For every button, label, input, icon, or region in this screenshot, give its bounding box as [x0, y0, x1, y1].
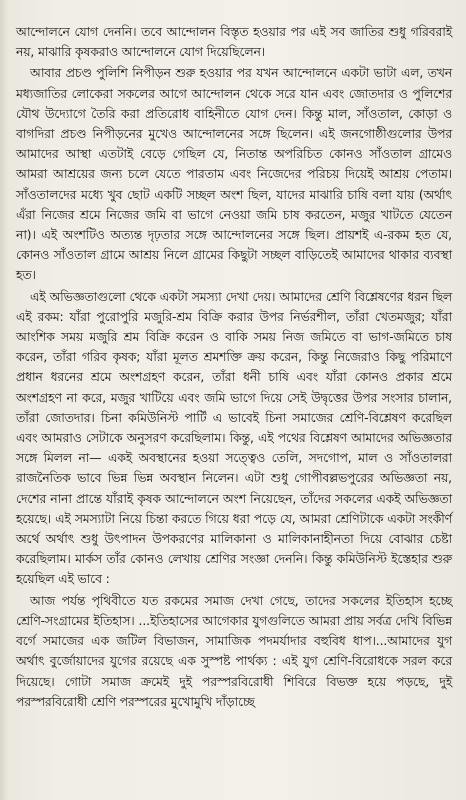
paragraph-manifesto-quote: আজ পর্যন্ত পৃথিবীতে যত রকমের সমাজ দেখা গেছে, তাদের সকলের ইতিহাস হচ্ছে শ্রেণি-সংগ্রামের ইতিহাস। ...ইতিহাসের আগেকার যুগগুলিতে আমরা প্রায় সর্বত্র দেখি বিভিন্ন বর্গে সমাজের এক জটিল বিভাজন, সামাজিক পদমর্যাদার বহুবিধ ধাপ।...আমাদের যুগ অর্থাৎ বুর্জোয়াদের যুগের রয়েছে এক সুস্পষ্ট পার্থক্য : এই যুগ শ্রেণি-বিরোধকে সরল করে দিয়েছে। গোটা সমাজ ক্রমেই দুই পরস্পরবিরোধী শিবিরে বিভক্ত হয়ে পড়ছে, দুই পরস্পরবিরোধী শ্রেণি পরস্পরের মুখোমুখি দাঁড়াচ্ছে	[16, 593, 452, 709]
paragraph-police-repression: আবার প্রচণ্ড পুলিশি নিপীড়ন শুরু হওয়ার পর যখন আন্দোলনে একটা ভাটা এল, তখন মধ্যজাতির লোকেরা সকলের আগে আন্দোলন থেকে সরে যান এবং জোতদার ও পুলিশের যৌথ উদ্যোগে তৈরি করা প্রতিরোধ বাহিনীতে যোগ দেন। কিন্তু মাল, সাঁওতাল, কোড়া ও বাগদিরা প্রচণ্ড নিপীড়নের মুখেও আন্দোলনের সঙ্গে ছিলেন। এই জনগোষ্ঠীগুলোর উপর আমাদের আস্থা এতটাই বেড়ে গেছিল যে, নিতান্ত অপরিচিত কোনও সাঁওতাল গ্রামেও আমরা আশ্রয়ের জন্য চলে যেতে পারতাম এবং নিজেদের পরিচয় দিয়েই আশ্রয় পেতাম। সাঁওতালদের মধ্যে খুব ছোট একটি সচ্ছল অংশ ছিল, যাদের মাঝারি চাষি বলা যায় (অর্থাৎ এঁরা নিজের শ্রমে নিজের জমি বা ভাগে নেওয়া জমি চাষ করতেন, মজুর খাটতে যেতেন না)। এই অংশটিও অত্যন্ত দৃঢ়তার সঙ্গে আন্দোলনের সঙ্গে ছিল। প্রায়শই এ-রকম হত যে, কোনও সাঁওতাল গ্রামে আশ্রয় নিলে গ্রামের কিছুটা সচ্ছল বাড়িতেই আমাদের থাকার ব্যবস্থা হত।	[16, 66, 452, 283]
page-gutter-shadow	[0, 0, 8, 800]
paragraph-class-analysis: এই অভিজ্ঞতাগুলো থেকে একটা সমস্যা দেখা দেয়। আমাদের শ্রেণি বিশ্লেষণের ধরন ছিল এই রকম: যাঁরা পুরোপুরি মজুরি-শ্রম বিক্রি করার উপর নির্ভরশীল, তাঁরা খেতমজুর; যাঁরা আংশিক সময় মজুরি শ্রম বিক্রি করেন ও বাকি সময় নিজ জমিতে বা ভাগ-জমিতে চাষ করেন, তাঁরা গরিব কৃষক; যাঁরা মূলত শ্রমশক্তি ক্রয় করেন, কিন্তু নিজেরাও কিছু পরিমাণে প্রধান ধরনের শ্রমে অংশগ্রহণ করেন, তাঁরা ধনী চাষি এবং যাঁরা কোনও প্রকার শ্রমে অংশগ্রহণ না করে, মজুর খাটিয়ে এবং জমি ভাগে দিয়ে সেই উদ্বৃত্তের উপর সংসার চালান, তাঁরা জোতদার। চিনা কমিউনিস্ট পার্টি এ ভাবেই চিনা সমাজের শ্রেণি-বিশ্লেষণ করেছিল এবং আমরাও সেটাকে অনুসরণ করেছিলাম। কিন্তু, এই পথের বিশ্লেষণ আমাদের অভিজ্ঞতার সঙ্গে মিলল না— একই অবস্থানের হওয়া সত্ত্বেও তেলি, সদগোপ, মাল ও সাঁওতালরা রাজনৈতিক ভাবে ভিন্ন ভিন্ন অবস্থান নিলেন। এটা শুধু গোপীবল্লভপুরের অভিজ্ঞতা নয়, দেশের নানা প্রান্তে যাঁরাই কৃষক আন্দোলনে অংশ নিয়েছেন, তাঁদের সকলের একই অভিজ্ঞতা হয়েছে। এই সমস্যাটা নিয়ে চিন্তা করতে গিয়ে ধরা পড়ে যে, আমরা শ্রেণিটাকে একটা সংকীর্ণ অর্থে অর্থাৎ শুধু উৎপাদন উপকরণের মালিকানা ও মালিকানাহীনতা দিয়ে বোঝার চেষ্টা করেছিলাম। মার্কস তাঁর কোনও লেখায় শ্রেণির সংজ্ঞা দেননি। কিন্তু কমিউনিস্ট ইস্তেহার শুরু হয়েছিল এই ভাবে :	[16, 289, 452, 587]
paragraph-continuation: আন্দোলনে যোগ দেননি। তবে আন্দোলন বিস্তৃত হওয়ার পর এই সব জাতির শুধু গরিবরাই নয়, মাঝারি কৃষকরাও আন্দোলনে যোগ দিয়েছিলেন।	[16, 25, 452, 60]
